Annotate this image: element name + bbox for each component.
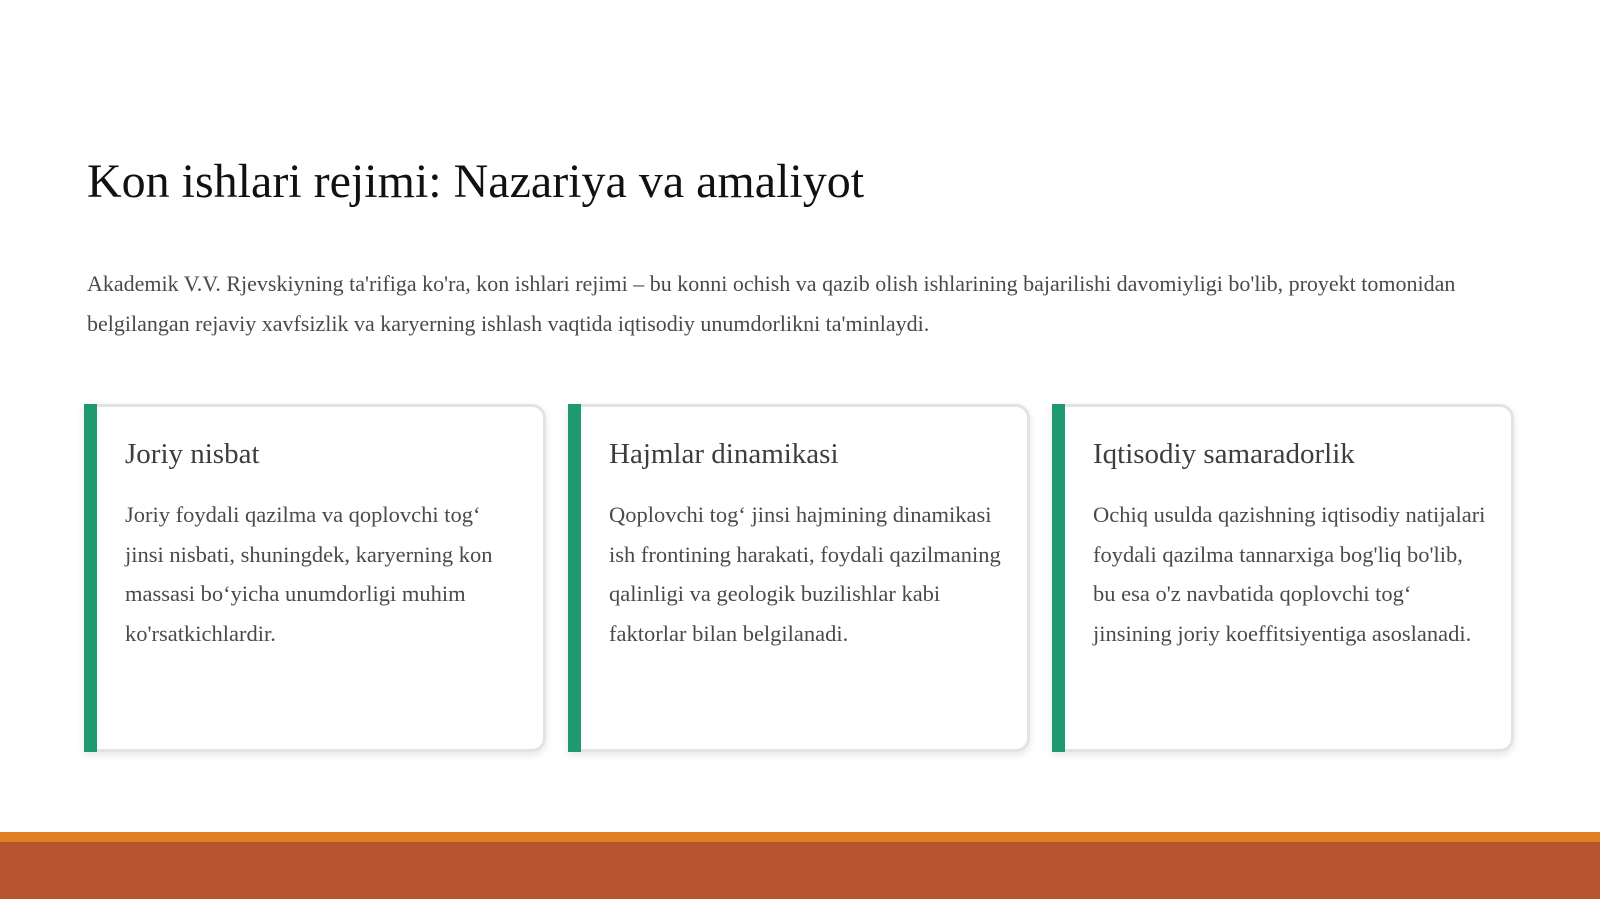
cards-row bbox=[84, 404, 1514, 752]
footer-band bbox=[0, 832, 1600, 899]
card-volume-dynamics bbox=[568, 404, 1030, 752]
card-title: Iqtisodiy samaradorlik bbox=[1093, 438, 1355, 470]
card-body: Qoplovchi tog‘ jinsi hajmining dinamikasi ish frontining harakati, foydali qazilmaning qalinligi va geologik buzilishlar kabi faktorlar bilan belgilanadi. bbox=[609, 502, 1001, 646]
card-accent-bar bbox=[1052, 404, 1065, 752]
card-economic-efficiency bbox=[1052, 404, 1514, 752]
card-title: Joriy nisbat bbox=[125, 438, 260, 470]
card-accent-bar bbox=[568, 404, 581, 752]
card-body: Ochiq usulda qazishning iqtisodiy natijalari foydali qazilma tannarxiga bog'liq bo'lib, bu esa o'z navbatida qoplovchi tog‘ jinsining joriy koeffitsiyentiga asoslanadi. bbox=[1093, 502, 1486, 646]
intro-paragraph: Akademik V.V. Rjevskiyning ta'rifiga ko'ra, kon ishlari rejimi – bu konni ochish va qazib olish ishlarining bajarilishi davomiyligi bo'lib, proyekt tomonidan belgilangan rejaviy xavfsizlik va karyerning ishlash vaqtida iqtisodiy unumdorlikni ta'minlaydi. bbox=[87, 271, 1456, 336]
card-accent-bar bbox=[84, 404, 97, 752]
slide-title: Kon ishlari rejimi: Nazariya va amaliyot bbox=[87, 155, 865, 208]
card-current-ratio bbox=[84, 404, 546, 752]
footer-stripe bbox=[0, 832, 1600, 842]
card-title: Hajmlar dinamikasi bbox=[609, 438, 839, 470]
card-body: Joriy foydali qazilma va qoplovchi tog‘ jinsi nisbati, shuningdek, karyerning kon massasi bo‘yicha unumdorligi muhim ko'rsatkichlardir. bbox=[125, 502, 493, 646]
